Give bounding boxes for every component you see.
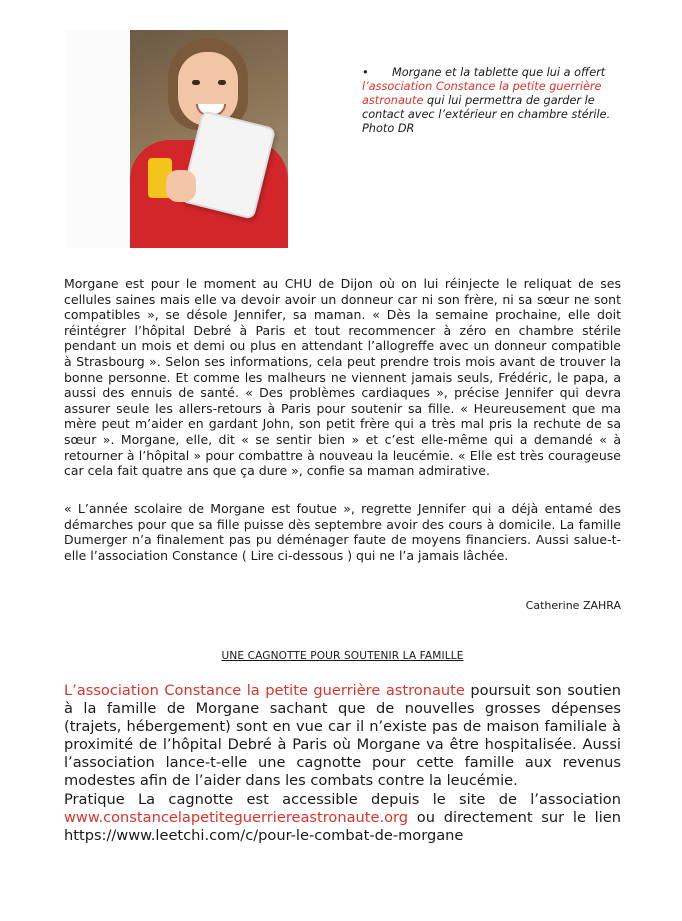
left-eye: [192, 80, 200, 85]
photo-caption: [362, 66, 630, 136]
photo-background: [66, 30, 130, 248]
section-heading: UNE CAGNOTTE POUR SOUTENIR LA FAMILLE: [221, 650, 464, 662]
pratique-text: Pratique La cagnotte est accessible depuis le site de l’association: [64, 791, 621, 808]
leetchi-link[interactable]: https://www.leetchi.com/c/pour-le-combat-de-morgane: [64, 827, 464, 845]
right-eye: [218, 80, 226, 85]
section-paragraph: [64, 682, 621, 791]
section-association-name: L’association Constance la petite guerrière astronaute: [64, 682, 465, 699]
caption-text-after: qui lui permettra de garder le contact avec l’extérieur en chambre stérile. Photo DR: [362, 94, 611, 135]
caption-bullet: •: [362, 66, 369, 79]
caption-text-before: Morgane et la tablette que lui a offert: [392, 66, 606, 79]
association-site-link[interactable]: www.constancelapetiteguerriereastronaute.org: [64, 809, 409, 827]
link-middle-text: ou directement sur le lien: [408, 809, 621, 827]
hand: [166, 170, 196, 202]
section-text: poursuit son soutien à la famille de Morgane sachant que de nouvelles grosses dépenses (trajets, hébergement) sont en vue car il n’existe pas de maison familiale à proximité de l’hôpital Debré à Paris où Morgane va être hospitalisée. Aussi l’association lance-t-elle une cagnotte pour cette famille aux revenus modestes afin de l’aider dans les combats contre la leucémie.: [64, 682, 621, 790]
article-photo: [66, 30, 288, 248]
pratique-paragraph: [64, 791, 621, 845]
article-paragraph-1: Morgane est pour le moment au CHU de Dijon où on lui réinjecte le reliquat de ses cellules saines mais elle va devoir avoir un donneur car ni son frère, ni sa sœur ne sont compatibles », se désole Jennifer, sa maman. « Dès la semaine prochaine, elle doit réintégrer l’hôpital Debré à Paris et tout recommencer à zéro en chambre stérile pendant un mois et demi ou plus en attendant l’allogreffe avec un donneur compatible à Strasbourg ». Selon ses informations, cela peut prendre trois mois avant de trouver la bonne personne. Et comme les malheurs ne viennent jamais seuls, Frédéric, le papa, a aussi des ennuis de santé. « Des problèmes cardiaques », précise Jennifer qui devra assurer seule les allers-retours à Paris pour soutenir sa fille. « Heureusement que ma mère peut m’aider en gardant John, son petit frère qui a très mal pris la rechute de sa sœur ». Morgane, elle, dit « se sentir bien » et c’est elle-même qui a demandé « à retourner à l’hôpital » pour combattre à nouveau la leucémie. « Elle est très courageuse car cela fait quatre ans que ça dure », confie sa maman admirative.: [64, 276, 621, 479]
photo-of-girl-holding-tablet: [130, 30, 288, 248]
caption-association-name: l’association Constance la petite guerrière astronaute: [362, 80, 602, 107]
author-signature: Catherine ZAHRA: [525, 599, 621, 612]
article-paragraph-2: « L’année scolaire de Morgane est foutue », regrette Jennifer qui a déjà entamé des démarches pour que sa fille puisse dès septembre avoir des cours à domicile. La famille Dumerger n’a finalement pas pu déménager faute de moyens financiers. Aussi salue-t-elle l’association Constance ( Lire ci-dessous ) qui ne l’a jamais lâchée.: [64, 501, 621, 563]
